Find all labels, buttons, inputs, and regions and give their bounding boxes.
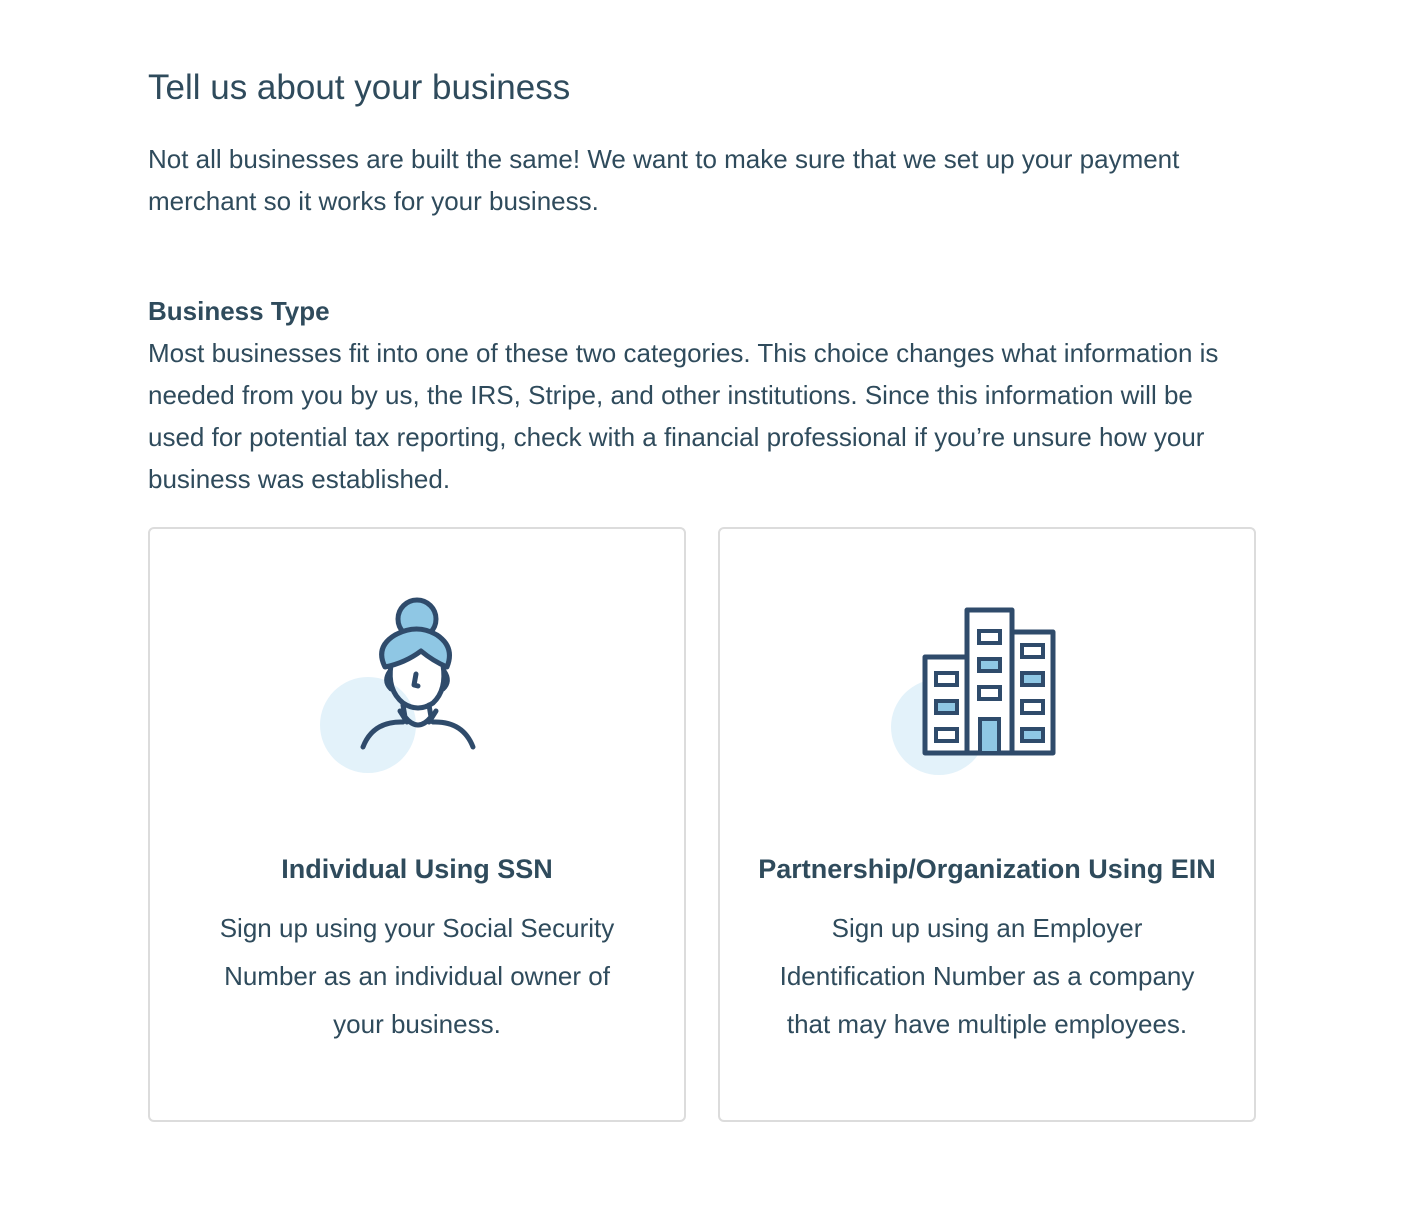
- individual-ssn-title: Individual Using SSN: [281, 854, 553, 884]
- business-type-description: Most businesses fit into one of these two categories. This choice changes what information is needed from you by us, the IRS, Stripe, and other institutions. Since this information will be used for potential tax reporting, check with a financial professional if you’re unsure how your business was established.: [148, 338, 1219, 494]
- individual-ssn-option[interactable]: [148, 527, 686, 1122]
- organization-ein-title: Partnership/Organization Using EIN: [758, 854, 1216, 884]
- organization-ein-description: Sign up using an Employer Identification Number as a company that may have multiple employees.: [779, 913, 1195, 1039]
- business-type-options: [148, 527, 1256, 1122]
- person-icon: [317, 595, 517, 795]
- business-info-page: [148, 62, 1256, 1122]
- organization-ein-option[interactable]: [718, 527, 1256, 1122]
- business-type-label: Business Type: [148, 296, 330, 326]
- intro-text: Not all businesses are built the same! We want to make sure that we set up your payment merchant so it works for your business.: [148, 144, 1180, 216]
- page-title: Tell us about your business: [148, 68, 571, 107]
- individual-ssn-description: Sign up using your Social Security Number as an individual owner of your business.: [219, 913, 615, 1039]
- office-building-icon: [887, 595, 1087, 795]
